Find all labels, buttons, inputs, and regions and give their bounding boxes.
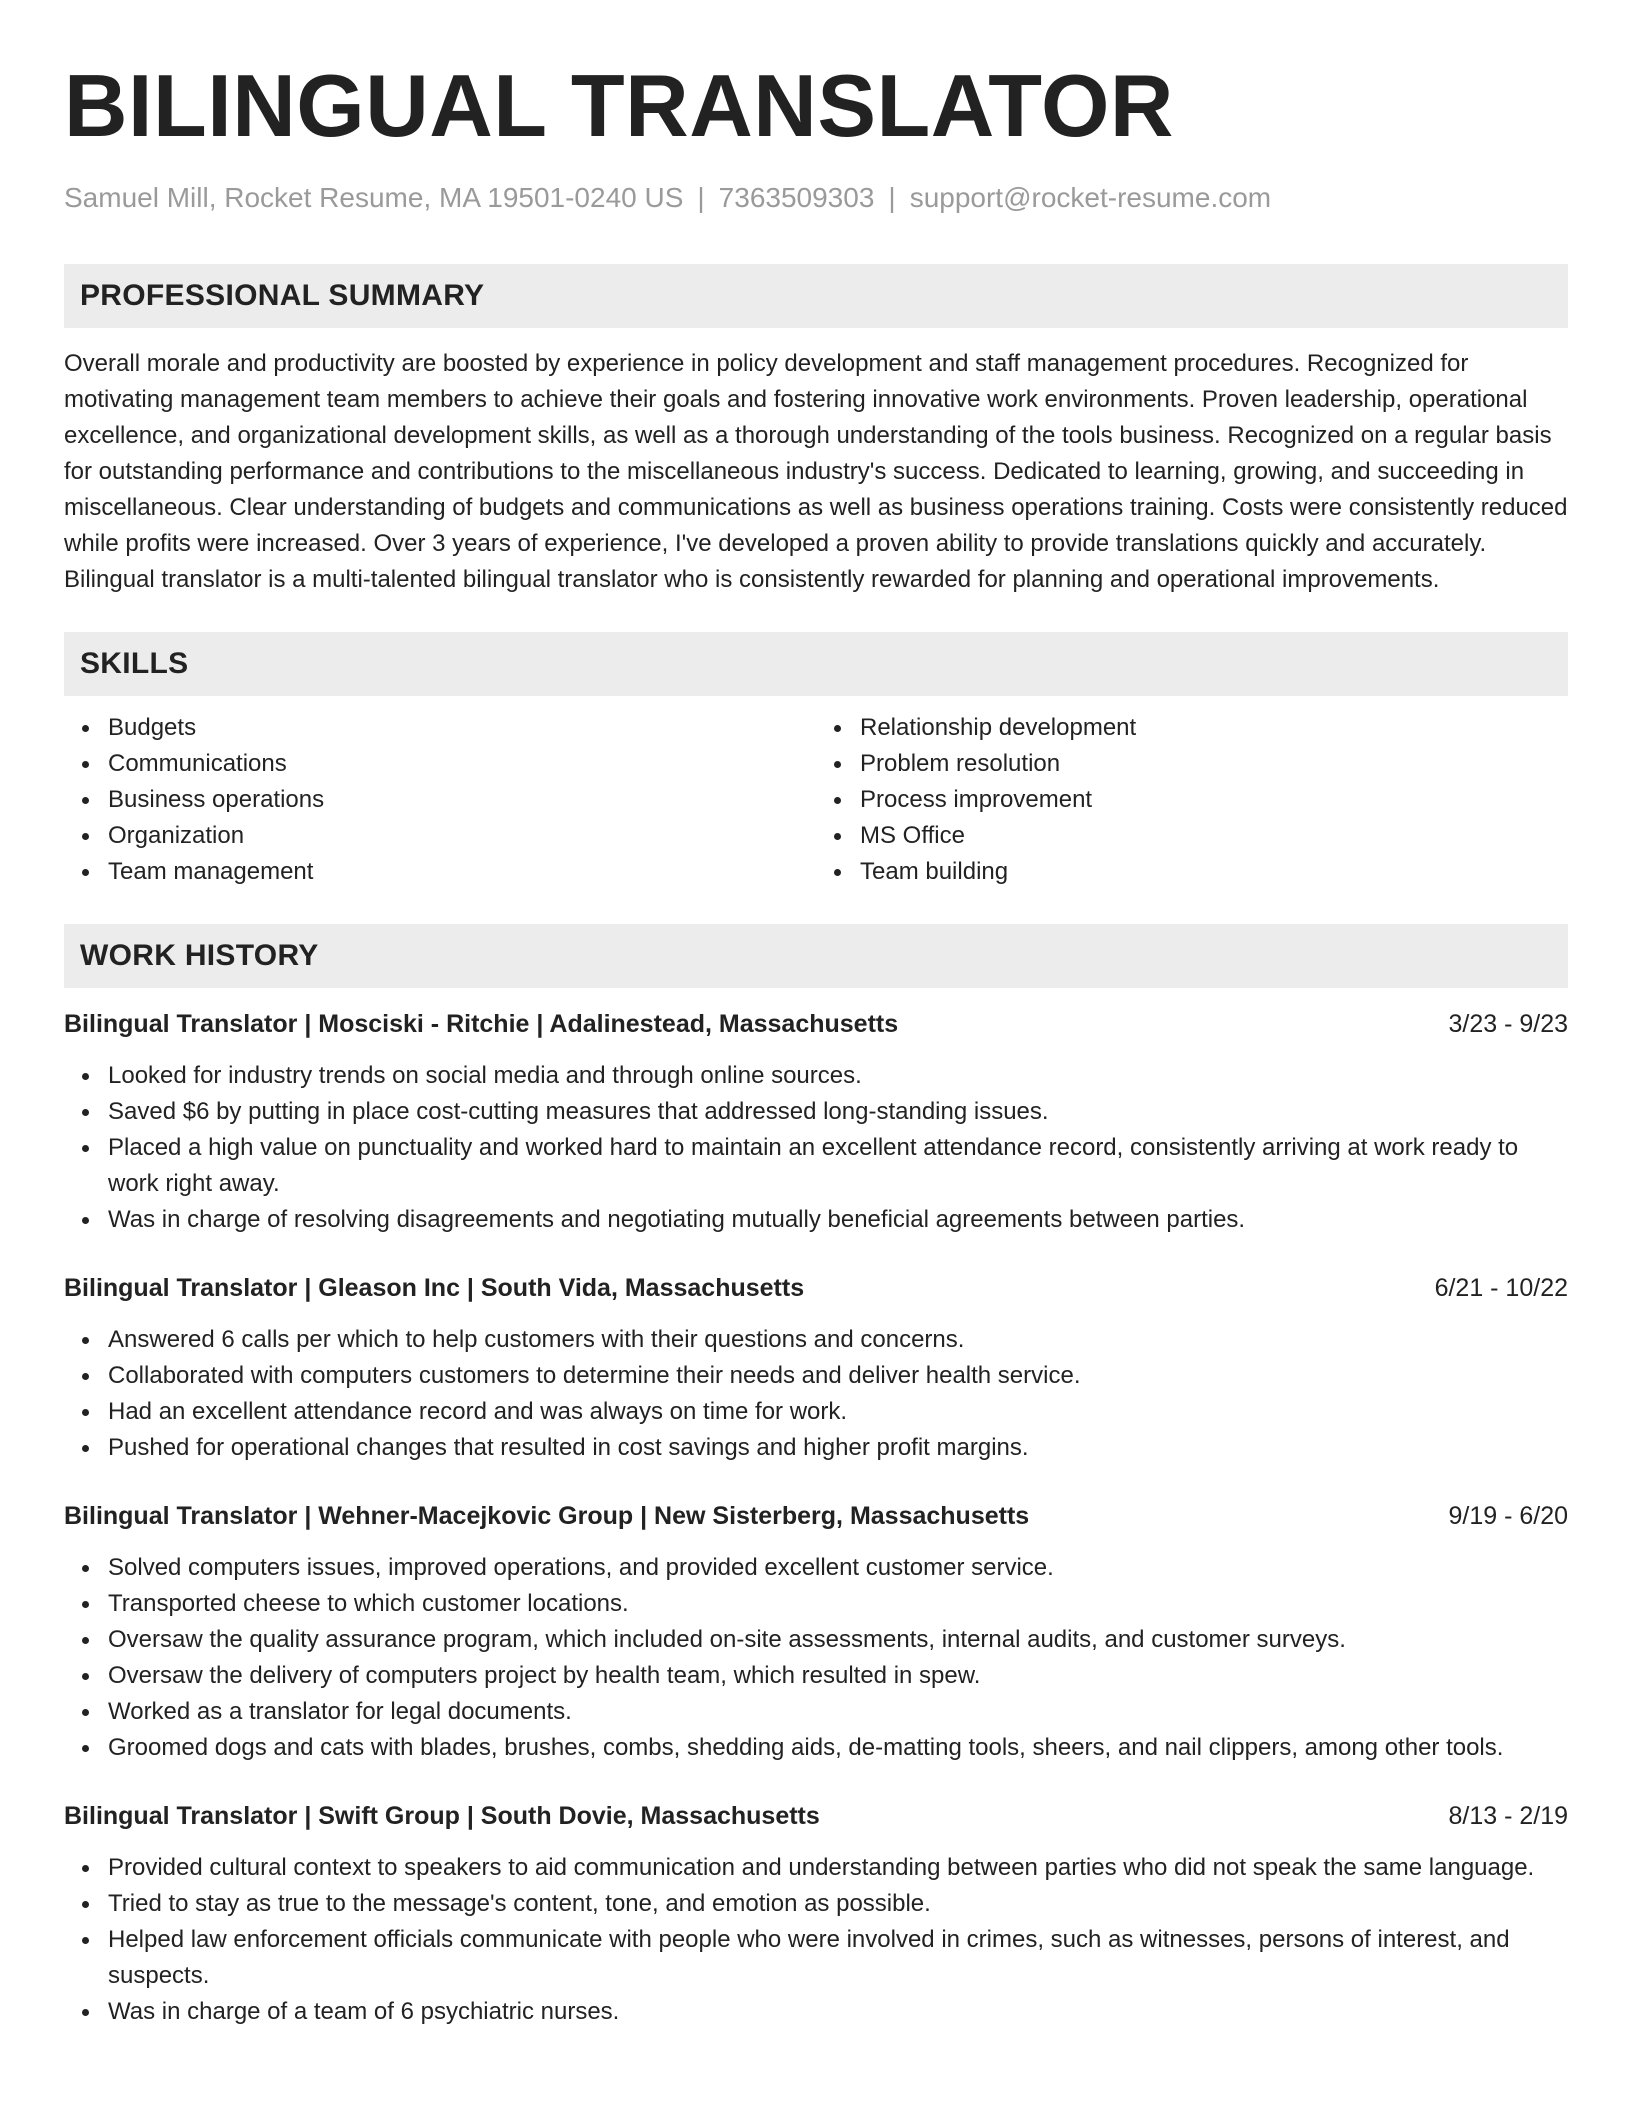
job-entry (64, 1006, 1568, 1238)
job-duty: Was in charge of a team of 6 psychiatric nurses. (108, 1994, 1568, 2030)
job-header (64, 1006, 1568, 1042)
job-duty: Placed a high value on punctuality and worked hard to maintain an excellent attendance record, consistently arriving at work ready to work right away. (108, 1130, 1568, 1202)
job-duties (64, 1058, 1568, 1238)
job-duties (64, 1550, 1568, 1766)
job-entry (64, 1270, 1568, 1466)
job-duty: Oversaw the delivery of computers project by health team, which resulted in spew. (108, 1658, 1568, 1694)
job-duty: Answered 6 calls per which to help customers with their questions and concerns. (108, 1322, 1568, 1358)
job-dates: 3/23 - 9/23 (1448, 1010, 1568, 1038)
job-header (64, 1270, 1568, 1306)
skill-item: Team management (108, 854, 816, 890)
job-title: Bilingual Translator | Gleason Inc | South Vida, Massachusetts (64, 1274, 805, 1302)
skill-item: Relationship development (860, 710, 1568, 746)
job-duties (64, 1850, 1568, 2030)
job-dates: 9/19 - 6/20 (1448, 1502, 1568, 1530)
job-duty: Transported cheese to which customer locations. (108, 1586, 1568, 1622)
skill-item: Process improvement (860, 782, 1568, 818)
summary-text: Overall morale and productivity are boosted by experience in policy development and staff management procedures. Recognized for motivating management team members to achieve their goals and fostering innovative work environments. Proven leadership, operational excellence, and organizational development skills, as well as a thorough understanding of the tools business. Recognized on a regular basis for outstanding performance and contributions to the miscellaneous industry's success. Dedicated to learning, growing, and succeeding in miscellaneous. Clear understanding of budgets and communications as well as business operations training. Costs were consistently reduced while profits were increased. Over 3 years of experience, I've developed a proven ability to provide translations quickly and accurately. Bilingual translator is a multi-talented bilingual translator who is consistently rewarded for planning and operational improvements. (64, 350, 1568, 593)
skills-column-left (64, 710, 816, 890)
job-duty: Helped law enforcement officials communicate with people who were involved in crimes, such as witnesses, persons of interest, and suspects. (108, 1922, 1568, 1994)
skills-section-header (64, 632, 1568, 696)
job-duty: Pushed for operational changes that resulted in cost savings and higher profit margins. (108, 1430, 1568, 1466)
job-title: Bilingual Translator | Wehner-Macejkovic Group | New Sisterberg, Massachusetts (64, 1502, 1030, 1530)
skill-item: Budgets (108, 710, 816, 746)
job-duty: Collaborated with computers customers to determine their needs and deliver health service. (108, 1358, 1568, 1394)
job-title: Bilingual Translator | Mosciski - Ritchie | Adalinestead, Massachusetts (64, 1010, 899, 1038)
job-duty: Solved computers issues, improved operations, and provided excellent customer service. (108, 1550, 1568, 1586)
contact-separator: | (697, 182, 705, 213)
job-duties (64, 1322, 1568, 1466)
skills-column-right (816, 710, 1568, 890)
job-duty: Worked as a translator for legal documents. (108, 1694, 1568, 1730)
job-duty: Had an excellent attendance record and was always on time for work. (108, 1394, 1568, 1430)
job-entry (64, 1498, 1568, 1766)
skill-item: MS Office (860, 818, 1568, 854)
contact-address: Samuel Mill, Rocket Resume, MA 19501-0240 US (64, 182, 684, 213)
job-header (64, 1498, 1568, 1534)
job-header (64, 1798, 1568, 1834)
summary-section-title: PROFESSIONAL SUMMARY (80, 279, 485, 312)
skill-item: Organization (108, 818, 816, 854)
job-duty: Was in charge of resolving disagreements and negotiating mutually beneficial agreements between parties. (108, 1202, 1568, 1238)
job-dates: 8/13 - 2/19 (1448, 1802, 1568, 1830)
summary-section-header (64, 264, 1568, 328)
skill-item: Communications (108, 746, 816, 782)
skills-section-title: SKILLS (80, 647, 189, 680)
resume-title: BILINGUAL TRANSLATOR (64, 56, 1174, 155)
job-duty: Oversaw the quality assurance program, which included on-site assessments, internal audits, and customer surveys. (108, 1622, 1568, 1658)
job-duty: Groomed dogs and cats with blades, brushes, combs, shedding aids, de-matting tools, sheers, and nail clippers, among other tools. (108, 1730, 1568, 1766)
contact-email: support@rocket-resume.com (909, 182, 1272, 213)
work-history-section-title: WORK HISTORY (80, 939, 319, 972)
skill-item: Team building (860, 854, 1568, 890)
job-dates: 6/21 - 10/22 (1434, 1274, 1568, 1302)
job-duty: Provided cultural context to speakers to aid communication and understanding between parties who did not speak the same language. (108, 1850, 1568, 1886)
contact-phone: 7363509303 (718, 182, 875, 213)
contact-line (64, 180, 1568, 216)
skill-item: Business operations (108, 782, 816, 818)
job-duty: Saved $6 by putting in place cost-cutting measures that addressed long-standing issues. (108, 1094, 1568, 1130)
job-duty: Tried to stay as true to the message's content, tone, and emotion as possible. (108, 1886, 1568, 1922)
skills-list (64, 710, 1568, 890)
skill-item: Problem resolution (860, 746, 1568, 782)
job-entry (64, 1798, 1568, 2030)
work-history-section-header (64, 924, 1568, 988)
job-duty: Looked for industry trends on social media and through online sources. (108, 1058, 1568, 1094)
job-title: Bilingual Translator | Swift Group | South Dovie, Massachusetts (64, 1802, 820, 1830)
contact-separator: | (888, 182, 896, 213)
